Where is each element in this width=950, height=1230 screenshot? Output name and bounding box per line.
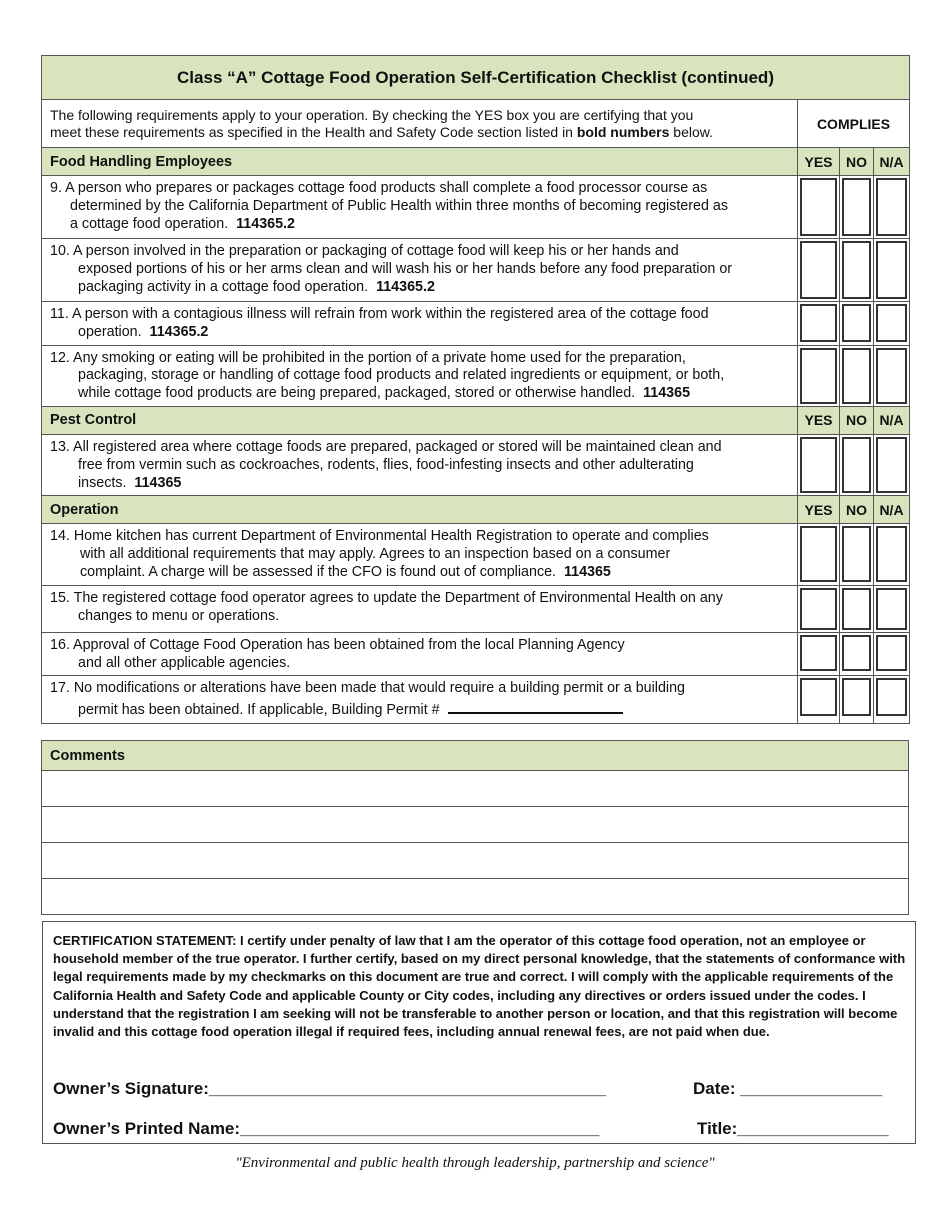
building-permit-field[interactable] (448, 698, 623, 714)
yes-checkbox[interactable] (800, 241, 837, 299)
yes-checkbox[interactable] (800, 635, 837, 671)
section-heading-food-handling: Food Handling Employees (42, 148, 798, 176)
intro-line-2-end: below. (669, 124, 714, 140)
checklist-item-12 (42, 345, 910, 406)
item-line: 17. No modifications or alterations have been made that would require a building permit or a building (50, 680, 685, 697)
no-checkbox[interactable] (842, 178, 871, 236)
item-line: 10. A person involved in the preparation or packaging of cottage food will keep his or her hands and (50, 243, 679, 259)
item-text (42, 345, 798, 406)
comment-line[interactable] (42, 807, 909, 843)
intro-text (42, 100, 798, 148)
item-line: packaging activity in a cottage food operation. 114365.2 (78, 278, 435, 295)
item-text (42, 585, 798, 632)
code-citation: 114365 (563, 563, 611, 580)
checklist-item-17 (42, 676, 910, 724)
item-text (42, 239, 798, 302)
yes-checkbox[interactable] (800, 437, 837, 493)
code-citation: 114365 (134, 474, 182, 491)
na-checkbox[interactable] (876, 635, 907, 671)
na-checkbox[interactable] (876, 526, 907, 582)
complies-header: COMPLIES (798, 100, 910, 148)
col-na-header: N/A (874, 148, 910, 176)
checklist-table (41, 55, 910, 724)
item-text (42, 302, 798, 346)
certification-box (42, 921, 916, 1144)
col-yes-header: YES (798, 148, 840, 176)
col-no-header: NO (840, 148, 874, 176)
page-title: Class “A” Cottage Food Operation Self-Certification Checklist (continued) (42, 56, 910, 100)
na-checkbox[interactable] (876, 437, 907, 493)
item-line: packaging, storage or handling of cottage food products and related ingredients or equipment, or both, (78, 367, 725, 384)
section-heading-operation: Operation (42, 496, 798, 524)
yes-checkbox[interactable] (800, 348, 837, 404)
item-line: 14. Home kitchen has current Department of Environmental Health Registration to operate and complies (50, 528, 709, 545)
code-citation: 114365.2 (376, 278, 435, 295)
yes-checkbox[interactable] (800, 526, 837, 582)
no-checkbox[interactable] (842, 437, 871, 493)
section-heading-pest-control: Pest Control (42, 406, 798, 434)
item-line: 9. A person who prepares or packages cottage food products shall complete a food processor course as (50, 180, 708, 196)
item-line: exposed portions of his or her arms clean and will wash his or her hands before any food preparation or (78, 260, 733, 277)
na-checkbox[interactable] (876, 678, 907, 716)
checklist-item-10 (42, 239, 910, 302)
col-na-header: N/A (874, 406, 910, 434)
item-line: permit has been obtained. If applicable, Building Permit # (50, 698, 789, 720)
item-line: determined by the California Department of Public Health within three months of becoming registered as (70, 197, 728, 214)
checklist-item-9 (42, 176, 910, 239)
footer-motto: "Environmental and public health through leadership, partnership and science" (235, 1155, 715, 1171)
checklist-item-13 (42, 434, 910, 495)
comments-heading: Comments (42, 741, 909, 771)
code-citation: 114365.2 (149, 323, 209, 340)
item-text (42, 176, 798, 239)
certification-statement: CERTIFICATION STATEMENT: I certify under penalty of law that I am the operator of this cottage food operation, not an employee or household member of the true operator. I further certify, based on my direct personal knowledge, that the statements of conformance with legal requirements made by my checkmarks on this document are true and correct. I will comply with the applicable requirements of the California Health and Safety Code and applicable County or City codes, including any directives or orders issued under the codes. I understand that the registration I am seeking will not be transferable to another person or location, and that this registration will become invalid and this cottage food operation illegal if required fees, including annual renewal fees, are not paid when due. (53, 933, 906, 1040)
title-field[interactable]: Title:________________ (697, 1119, 889, 1138)
item-line: operation. 114365.2 (78, 323, 209, 340)
item-line: free from vermin such as cockroaches, rodents, flies, food-infesting insects and other adulterating (78, 456, 694, 473)
col-no-header: NO (840, 496, 874, 524)
col-yes-header: YES (798, 496, 840, 524)
comments-table (41, 740, 909, 915)
item-line: 16. Approval of Cottage Food Operation has been obtained from the local Planning Agency (50, 636, 625, 653)
intro-line-1: The following requirements apply to your operation. By checking the YES box you are certifying that you (50, 107, 694, 123)
code-citation: 114365.2 (236, 215, 295, 232)
item-line: insects. 114365 (78, 474, 182, 491)
col-no-header: NO (840, 406, 874, 434)
no-checkbox[interactable] (842, 635, 871, 671)
no-checkbox[interactable] (842, 241, 871, 299)
item-line: a cottage food operation. 114365.2 (70, 215, 295, 232)
intro-bold-numbers: bold numbers (576, 124, 670, 140)
yes-checkbox[interactable] (800, 178, 837, 236)
intro-line-2: meet these requirements as specified in the Health and Safety Code section listed in (50, 124, 577, 140)
item-line: 12. Any smoking or eating will be prohibited in the portion of a private home used for the preparation, (50, 349, 686, 366)
na-checkbox[interactable] (876, 304, 907, 342)
na-checkbox[interactable] (876, 241, 907, 299)
item-line: 15. The registered cottage food operator agrees to update the Department of Environmental Health on any (50, 589, 723, 606)
na-checkbox[interactable] (876, 588, 907, 630)
owner-signature-field[interactable]: Owner’s Signature:__________________________________________ (53, 1079, 606, 1098)
owner-printed-name-field[interactable]: Owner’s Printed Name:______________________________________ (53, 1119, 600, 1138)
item-line: 13. All registered area where cottage foods are prepared, packaged or stored will be maintained clean and (50, 438, 722, 455)
no-checkbox[interactable] (842, 678, 871, 716)
no-checkbox[interactable] (842, 348, 871, 404)
yes-checkbox[interactable] (800, 678, 837, 716)
item-line: with all additional requirements that may apply. Agrees to an inspection based on a consumer (80, 546, 671, 563)
checklist-item-15 (42, 585, 910, 632)
checklist-item-14 (42, 524, 910, 585)
na-checkbox[interactable] (876, 178, 907, 236)
checklist-item-16 (42, 632, 910, 676)
comment-line[interactable] (42, 843, 909, 879)
item-text (42, 676, 798, 724)
no-checkbox[interactable] (842, 588, 871, 630)
item-line: 11. A person with a contagious illness will refrain from work within the registered area of the cottage food (50, 306, 709, 322)
code-citation: 114365 (643, 385, 691, 402)
no-checkbox[interactable] (842, 304, 871, 342)
yes-checkbox[interactable] (800, 304, 837, 342)
item-line: complaint. A charge will be assessed if the CFO is found out of compliance. 114365 (80, 563, 611, 580)
item-line: while cottage food products are being prepared, packaged, stored or otherwise handled. 114365 (78, 385, 691, 402)
col-yes-header: YES (798, 406, 840, 434)
item-text (42, 434, 798, 495)
date-field[interactable]: Date: _______________ (693, 1079, 883, 1098)
item-text (42, 524, 798, 585)
comment-line[interactable] (42, 771, 909, 807)
yes-checkbox[interactable] (800, 588, 837, 630)
na-checkbox[interactable] (876, 348, 907, 404)
item-line: changes to menu or operations. (78, 607, 280, 624)
item-line: and all other applicable agencies. (78, 654, 291, 671)
col-na-header: N/A (874, 496, 910, 524)
comment-line[interactable] (42, 879, 909, 915)
no-checkbox[interactable] (842, 526, 871, 582)
checklist-item-11 (42, 302, 910, 346)
item-text (42, 632, 798, 676)
